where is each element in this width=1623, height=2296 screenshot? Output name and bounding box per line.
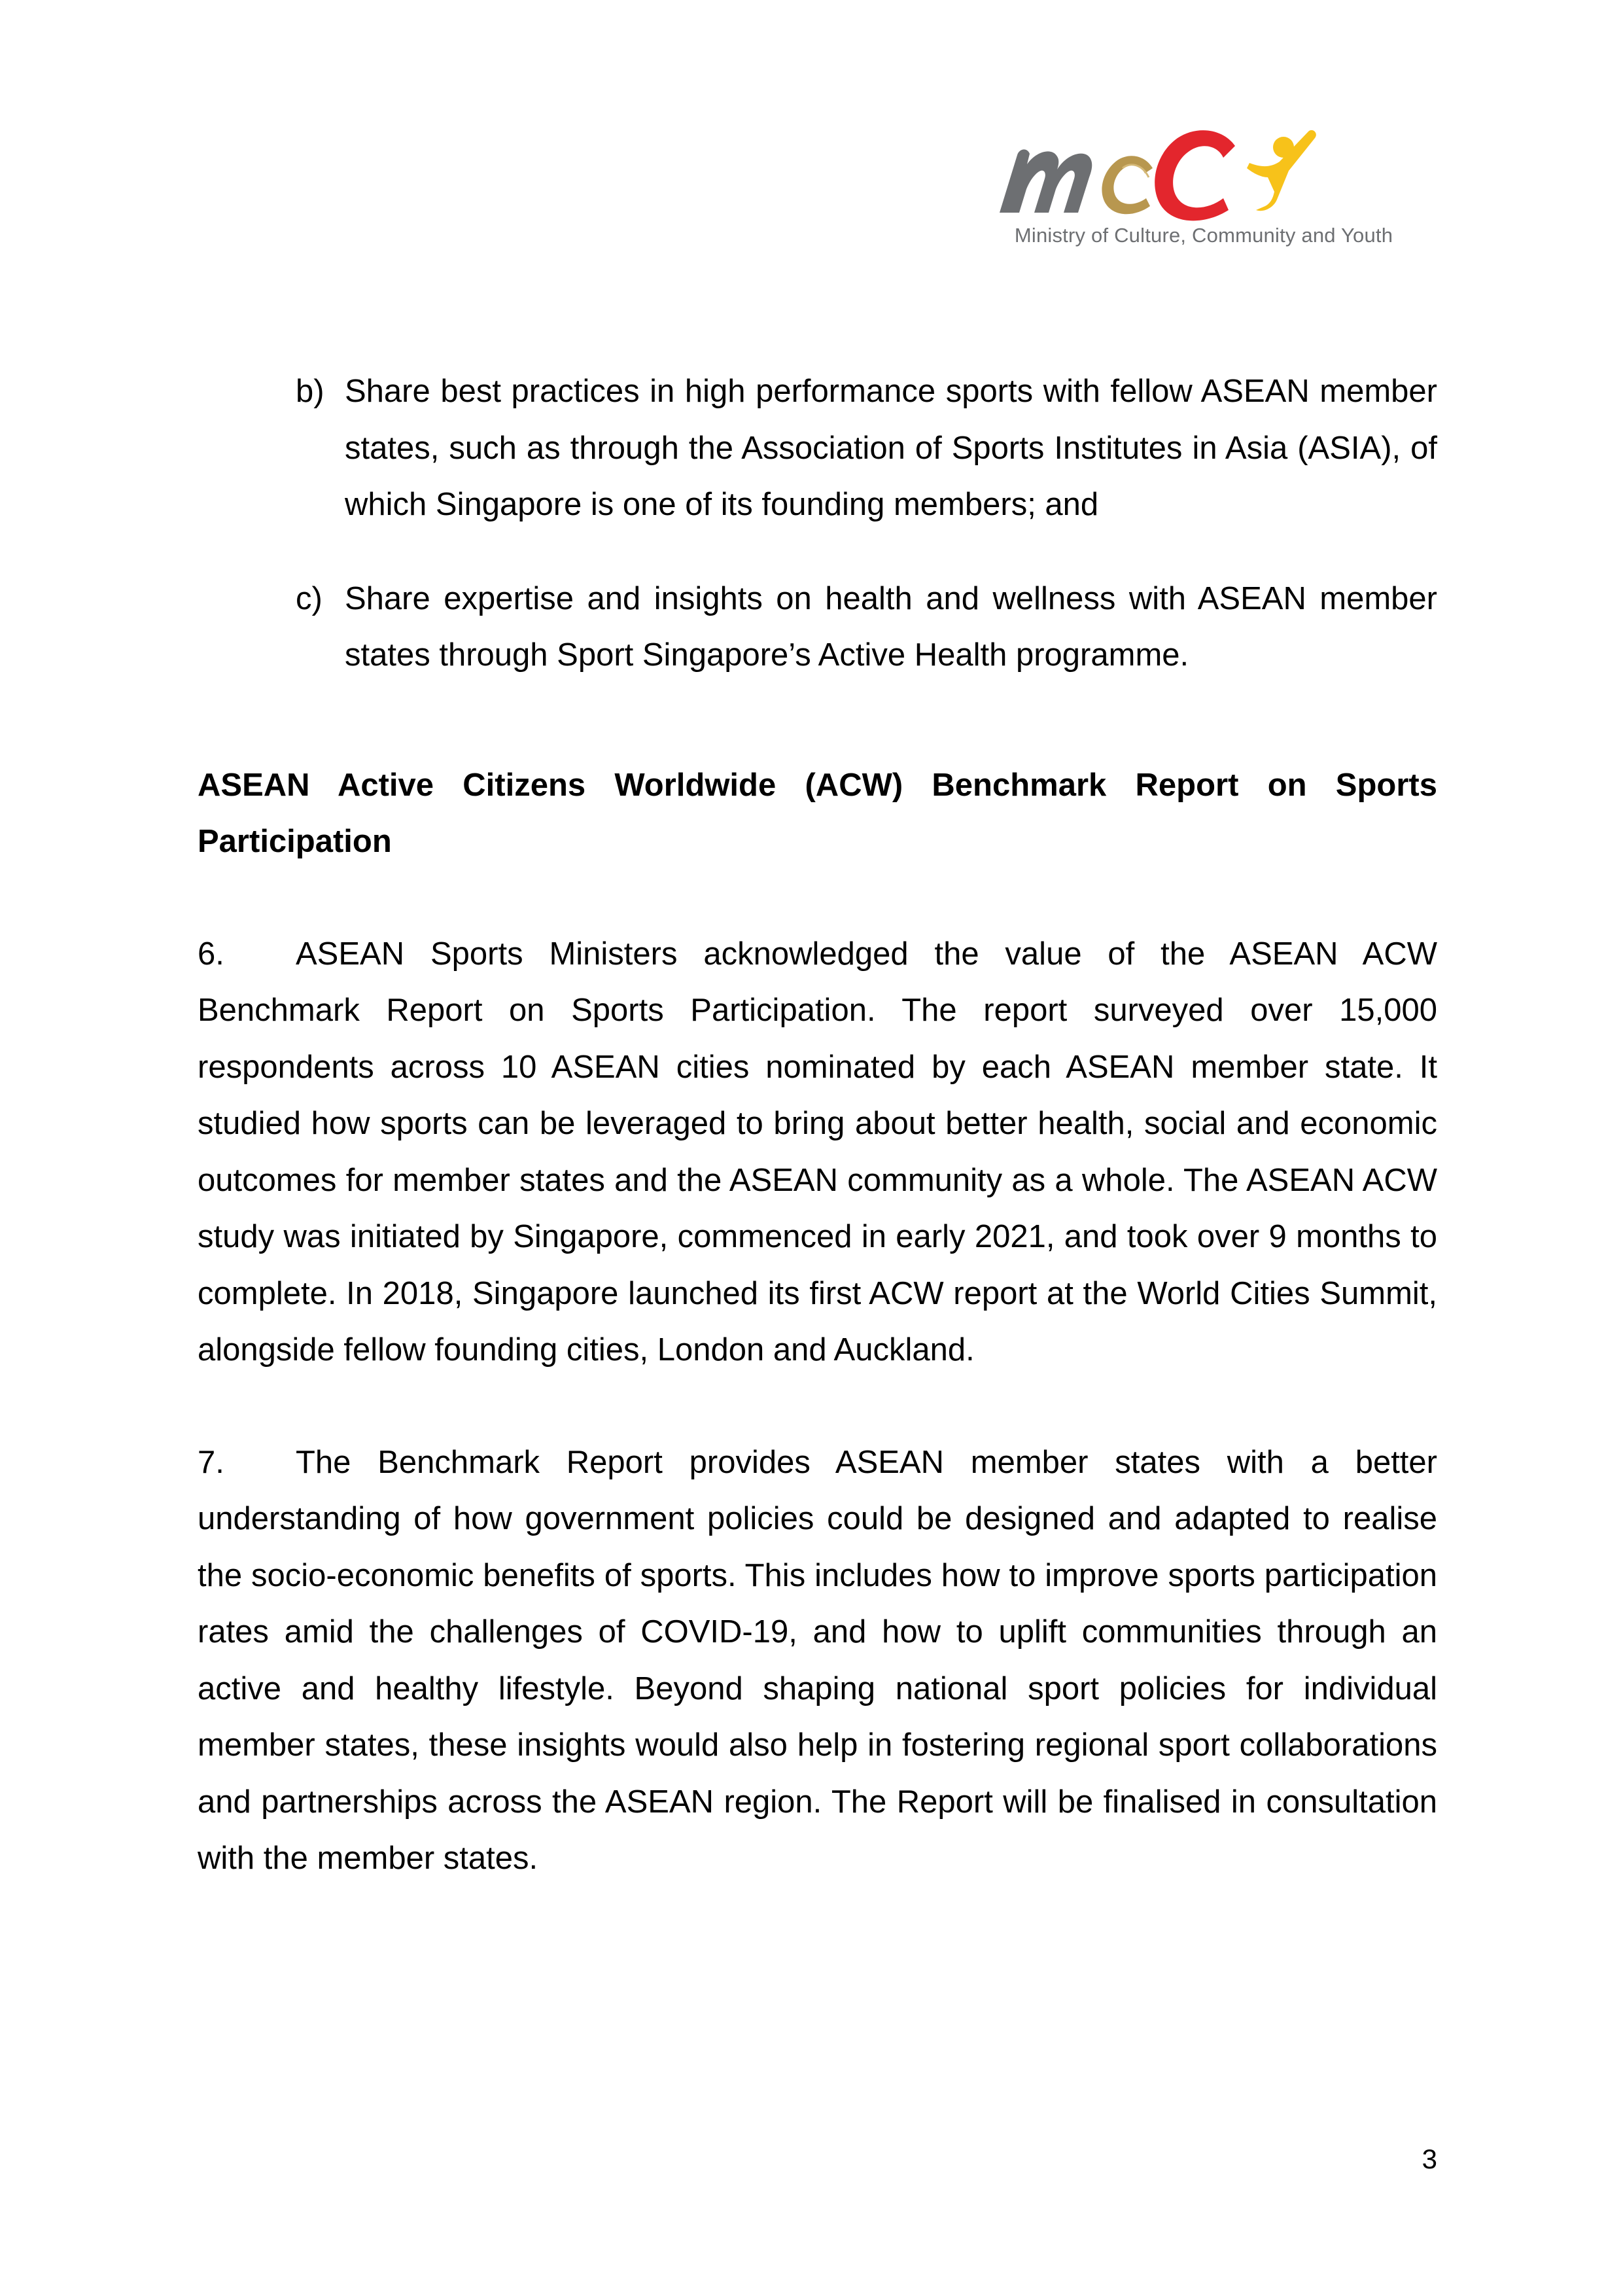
page-number: 3	[1422, 2144, 1437, 2174]
paragraph-7	[198, 1434, 1437, 1887]
list-item-text: Share best practices in high performance sports with fellow ASEAN member states, such as through the Association of Sports Institutes in Asia (ASIA), of which Singapore is one of its founding members; and	[345, 374, 1437, 522]
list-item-c	[198, 571, 1437, 684]
paragraph-text: ASEAN Sports Ministers acknowledged the value of the ASEAN ACW Benchmark Report on Sports Participation. The report surveyed over 15,000 respondents across 10 ASEAN cities nominated by each ASEAN member state. It studied how sports can be leveraged to bring about better health, social and economic outcomes for member states and the ASEAN community as a whole. The ASEAN ACW study was initiated by Singapore, commenced in early 2021, and took over 9 months to complete. In 2018, Singapore launched its first ACW report at the World Cities Summit, alongside fellow founding cities, London and Auckland.	[198, 936, 1437, 1368]
paragraph-6	[198, 926, 1437, 1379]
section-heading: ASEAN Active Citizens Worldwide (ACW) Benchmark Report on Sports Participation	[198, 767, 1437, 859]
paragraph-number: 7.	[198, 1444, 224, 1480]
logo-caption: Ministry of Culture, Community and Youth	[1014, 224, 1393, 247]
list-item-b	[198, 363, 1437, 533]
list-marker: c)	[296, 580, 323, 616]
list-item-text: Share expertise and insights on health and wellness with ASEAN member states through Sport Singapore’s Active Health programme.	[345, 580, 1437, 673]
paragraph-number: 6.	[198, 936, 224, 972]
list-marker: b)	[296, 374, 324, 409]
document-body	[198, 363, 1437, 1887]
mccy-logo-icon	[981, 115, 1426, 226]
paragraph-text: The Benchmark Report provides ASEAN member states with a better understanding of how government policies could be designed and adapted to realise the socio-economic benefits of sports. This includes how to improve sports participation rates amid the challenges of COVID-19, and how to uplift communities through an active and healthy lifestyle. Beyond shaping national sport policies for individual member states, these insights would also help in fostering regional sport collaborations and partnerships across the ASEAN region. The Report will be finalised in consultation with the member states.	[198, 1444, 1437, 1876]
